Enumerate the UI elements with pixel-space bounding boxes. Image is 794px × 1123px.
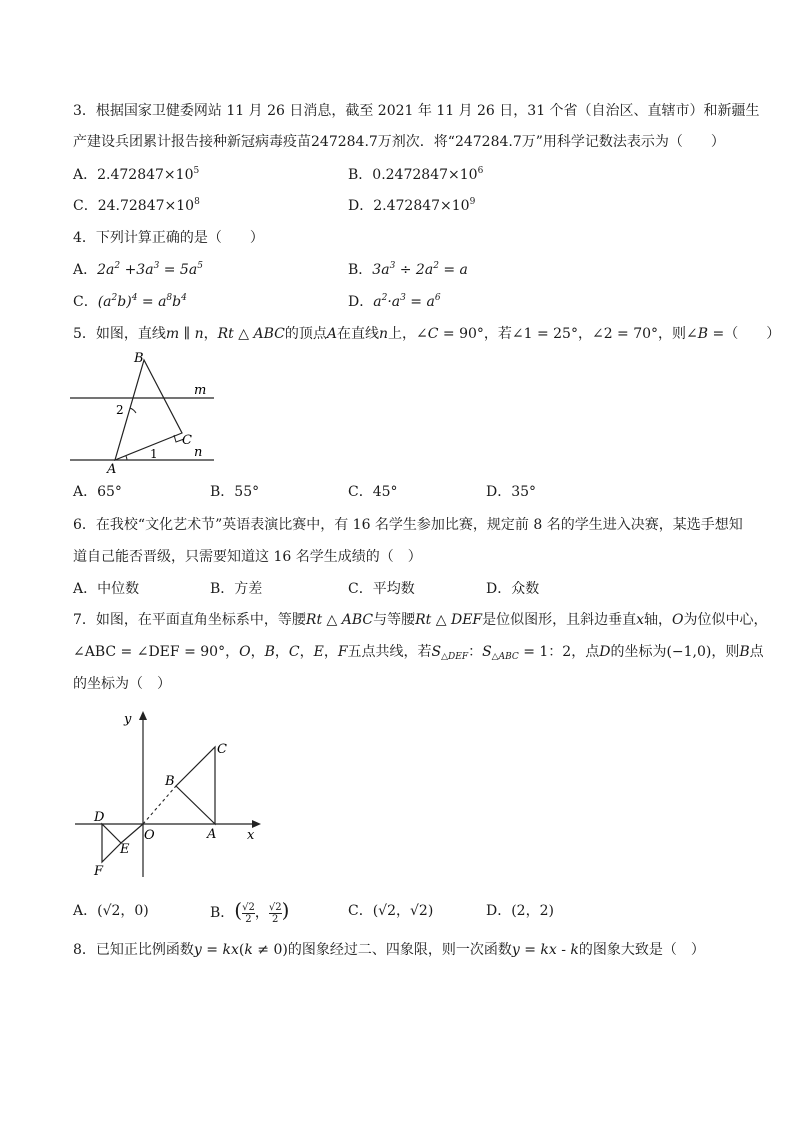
- q7-label-d: D: [94, 810, 105, 825]
- q7-label-o: O: [144, 828, 155, 843]
- q5-label-b: B: [134, 351, 144, 366]
- q5-option-d: D．35°: [486, 484, 537, 500]
- q5-label-1: 1: [150, 447, 158, 461]
- q7-label-a: A: [207, 827, 217, 842]
- q6-option-d: D．众数: [486, 581, 540, 597]
- q5-label-a: A: [107, 462, 117, 475]
- q7-label-b: B: [165, 774, 175, 789]
- q3-stem-line2: 产建设兵团累计报告接种新冠病毒疫苗247284.7万剂次．将“247284.7万”用科学记数法表示为（ ）: [73, 134, 725, 150]
- q7-figure: [70, 705, 270, 885]
- q5-label-m: m: [194, 383, 207, 398]
- q5-stem: 5．如图，直线m ∥ n，Rt △ ABC的顶点A在直线n上，∠C = 90°，若∠1 = 25°，∠2 = 70°，则∠B =（ ）: [73, 326, 781, 342]
- q6-stem-line1: 6．在我校“文化艺术节”英语表演比赛中，有 16 名学生参加比赛，规定前 8 名的学生进入决赛，某选手想知: [73, 517, 743, 533]
- q5-option-c: C．45°: [348, 484, 398, 500]
- q7-option-c: C．(√2，√2): [348, 903, 434, 919]
- q3-option-a: A．$2.472847\times 10^5$: [73, 166, 200, 183]
- q7-option-d: D．(2，2): [486, 903, 554, 919]
- q7-option-b: B．( $\frac{√2}{2}$ ， $\frac{√2}{2}$ ): [210, 898, 290, 925]
- q3-stem-line1: 3．根据国家卫健委网站 11 月 26 日消息，截至 2021 年 11 月 26 日，31 个省（自治区、直辖市）和新疆生: [73, 103, 760, 119]
- q3-option-b: B．$0.2472847\times 10^6$: [348, 166, 484, 183]
- q7-option-a: A．(√2，0): [73, 903, 149, 919]
- q6-option-c: C．平均数: [348, 581, 415, 597]
- q5-figure: [70, 350, 220, 475]
- q5-label-n: n: [194, 445, 203, 460]
- q5-option-a: A．65°: [73, 484, 122, 500]
- q4-option-d: D．$a^2\cdot a^3 = a^6$: [348, 293, 441, 310]
- q7-label-c: C: [217, 742, 227, 757]
- q7-label-y: y: [124, 712, 132, 727]
- q6-option-b: B．方差: [210, 581, 263, 597]
- q7-stem-line1: 7．如图，在平面直角坐标系中，等腰Rt △ ABC与等腰Rt △ DEF是位似图形，且斜边垂直x轴，O为位似中心，: [73, 612, 768, 628]
- q5-label-2: 2: [116, 403, 124, 417]
- q8-stem: 8．已知正比例函数y = kx(k ≠ 0)的图象经过二、四象限，则一次函数y = kx - k的图象大致是（ ）: [73, 942, 705, 958]
- q4-option-a: A．$2a^2 +3a^3 = 5a^5$: [73, 261, 203, 278]
- q7-stem-line3: 的坐标为（ ）: [73, 676, 171, 692]
- q3-option-c: C．$24.72847\times 10^8$: [73, 197, 200, 214]
- q6-stem-line2: 道自己能否晋级，只需要知道这 16 名学生成绩的（ ）: [73, 549, 422, 565]
- q7-stem-line2: ∠ABC = ∠DEF = 90°，O，B，C，E，F五点共线，若$S_{\triangle DEF}$：$S_{\triangle ABC} = 1$：2，点D的坐标为(−1,0)，则B点: [73, 644, 764, 662]
- q4-stem: 4．下列计算正确的是（ ）: [73, 230, 264, 246]
- q6-option-a: A．中位数: [73, 581, 140, 597]
- q7-label-f: F: [94, 864, 104, 879]
- q4-option-b: B．$3a^3 \div 2a^2 = a$: [348, 261, 468, 278]
- q7-label-x: x: [247, 828, 255, 843]
- q7-label-e: E: [120, 842, 130, 857]
- q4-option-c: C．$(a^2b)^4 = a^8b^4$: [73, 293, 187, 310]
- q3-option-d: D．$2.472847\times 10^9$: [348, 197, 476, 214]
- q5-option-b: B．55°: [210, 484, 260, 500]
- q5-label-c: C: [182, 433, 192, 448]
